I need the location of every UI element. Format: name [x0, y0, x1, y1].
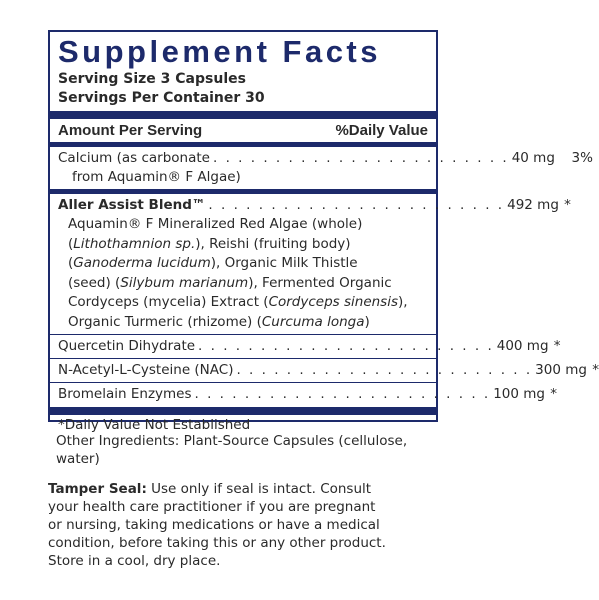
- blend-line: (Lithothamnion sp.), Reishi (fruiting body): [68, 235, 351, 252]
- divider-thick: [50, 111, 436, 119]
- tamper-line: or nursing, taking medications or have a medical: [48, 517, 380, 533]
- header-daily-value: %Daily Value: [335, 122, 428, 139]
- dot-leader: . . . . . . . . . . . . . . . . . . . . . . . .: [208, 197, 505, 213]
- panel-title: Supplement Facts: [58, 34, 381, 69]
- divider-thick: [50, 407, 436, 415]
- other-ingredients-line: water): [56, 451, 100, 467]
- tamper-seal-notice: [48, 480, 386, 570]
- servings-per-container: Servings Per Container 30: [58, 90, 265, 106]
- dot-leader: . . . . . . . . . . . . . . . . . . . . . . . .: [194, 386, 491, 402]
- tamper-line: your health care practitioner if you are pregnant: [48, 499, 376, 515]
- panel-footnote: *Daily Value Not Established: [58, 417, 251, 433]
- blend-line: Aquamin® F Mineralized Red Algae (whole): [68, 216, 363, 232]
- blend-dv: *: [564, 197, 571, 213]
- nutrient-row-bromelain: [58, 383, 557, 406]
- dot-leader: . . . . . . . . . . . . . . . . . . . . . . . .: [198, 338, 494, 354]
- nutrient-row-quercetin: [58, 335, 561, 358]
- nutrient-name: Quercetin Dihydrate: [58, 338, 196, 354]
- nutrient-row-nac: [58, 359, 599, 382]
- tamper-line: condition, before taking this or any other product.: [48, 535, 386, 551]
- serving-size: Serving Size 3 Capsules: [58, 71, 246, 87]
- nutrient-row-calcium: [58, 147, 593, 189]
- tamper-label: Tamper Seal:: [48, 481, 147, 497]
- blend-name: Aller Assist Blend™: [58, 197, 206, 213]
- other-ingredients-line: Other Ingredients: Plant-Source Capsules (cellulose,: [56, 433, 408, 449]
- header-amount: Amount Per Serving: [58, 122, 203, 139]
- nutrient-dv: 3%: [571, 150, 593, 166]
- tamper-line: Tamper Seal: Use only if seal is intact. Consult: [48, 481, 372, 497]
- blend-ingredients: [58, 215, 428, 332]
- nutrient-name: Bromelain Enzymes: [58, 386, 192, 402]
- nutrient-amount: 300 mg: [535, 362, 587, 378]
- blend-line: (seed) (Silybum marianum), Fermented Organic: [68, 274, 392, 291]
- nutrient-amount: 40 mg: [511, 150, 555, 166]
- nutrient-name: N-Acetyl-L-Cysteine (NAC): [58, 362, 234, 378]
- nutrient-dv: *: [553, 338, 561, 354]
- blend-amount: 492 mg: [507, 197, 559, 213]
- nutrient-amount: 100 mg: [493, 386, 545, 402]
- blend-line: Organic Turmeric (rhizome) (Curcuma longa): [68, 313, 370, 330]
- nutrient-dv: *: [592, 362, 599, 378]
- nutrient-dv: *: [550, 386, 557, 402]
- nutrient-source: from Aquamin® F Algae): [72, 169, 241, 185]
- supplement-facts-panel: [48, 30, 599, 433]
- tamper-line: Store in a cool, dry place.: [48, 553, 221, 569]
- dot-leader: . . . . . . . . . . . . . . . . . . . . . . . .: [236, 362, 533, 378]
- nutrient-amount: 400 mg: [496, 338, 549, 354]
- nutrient-name: Calcium (as carbonate: [58, 150, 210, 166]
- column-header: [58, 119, 428, 142]
- blend-line: (Ganoderma lucidum), Organic Milk Thistle: [68, 255, 358, 271]
- other-ingredients: [56, 432, 407, 468]
- nutrient-row-blend: [58, 194, 571, 334]
- dot-leader: . . . . . . . . . . . . . . . . . . . . . . . .: [213, 150, 509, 166]
- blend-line: Cordyceps (mycelia) Extract (Cordyceps sinensis),: [68, 294, 408, 310]
